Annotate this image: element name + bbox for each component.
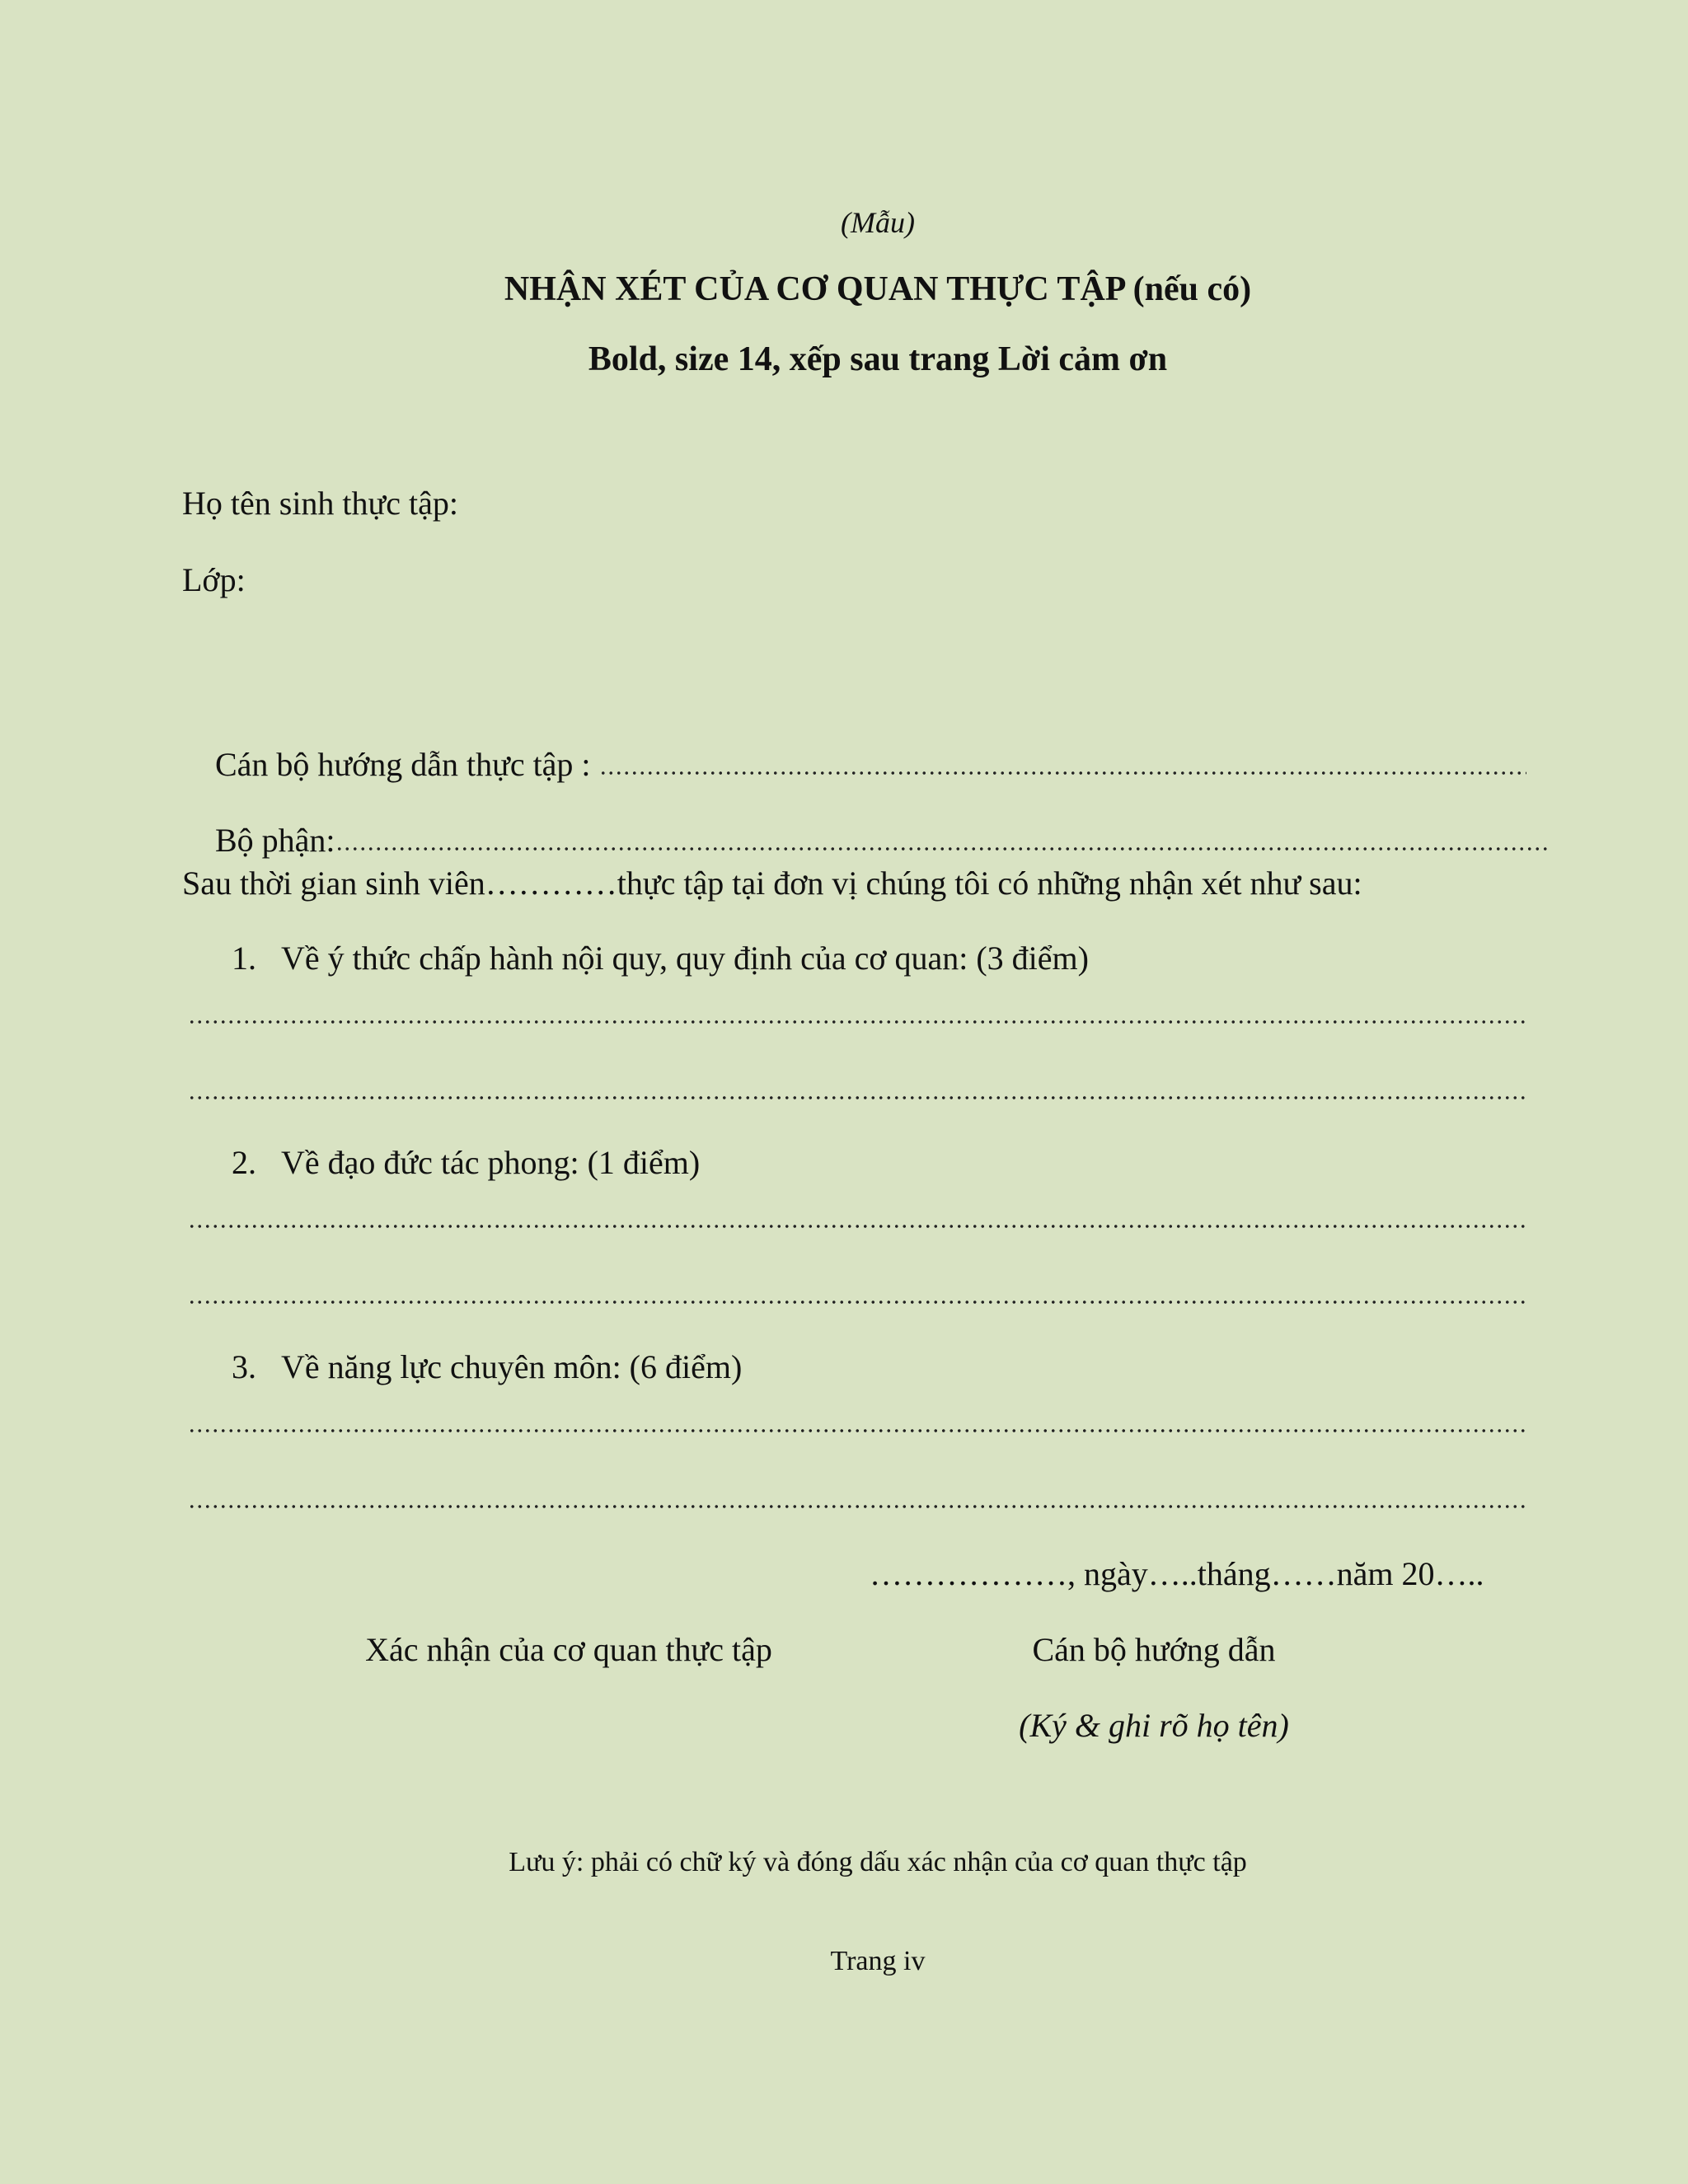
criterion-2-label: Về đạo đức tác phong: (1 điểm)	[281, 1144, 701, 1181]
sample-label: (Mẫu)	[841, 206, 915, 239]
criterion-3-answer-line-1	[188, 1428, 1528, 1433]
criterion-3-number: 3.	[232, 1348, 256, 1385]
intro-sentence: Sau thời gian sinh viên…………thực tập tại đơn vị chúng tôi có những nhận xét như sau:	[182, 865, 1362, 902]
criterion-2-answer-line-1	[188, 1224, 1528, 1229]
date-line: ………………, ngày…..tháng……năm 20…..	[870, 1555, 1484, 1592]
student-name-label: Họ tên sinh thực tập:	[182, 485, 458, 522]
criterion-3-label: Về năng lực chuyên môn: (6 điểm)	[281, 1348, 743, 1385]
criterion-1-number: 1.	[232, 940, 256, 977]
supervisor-fill-dots	[599, 771, 1526, 776]
agency-confirmation-title: Xác nhận của cơ quan thực tập	[365, 1631, 772, 1668]
department-fill-dots	[335, 846, 1551, 851]
signature-instruction: (Ký & ghi rõ họ tên)	[1019, 1707, 1289, 1744]
criterion-1-label: Về ý thức chấp hành nội quy, quy định của cơ quan: (3 điểm)	[281, 940, 1089, 977]
criterion-2-answer-line-2	[188, 1300, 1528, 1305]
page-number: Trang iv	[830, 1946, 926, 1976]
department-label: Bộ phận:	[215, 822, 335, 859]
criterion-1-answer-line-2	[188, 1095, 1528, 1100]
document-title: NHẬN XÉT CỦA CƠ QUAN THỰC TẬP (nếu có)	[504, 270, 1252, 308]
class-label: Lớp:	[182, 561, 246, 598]
criterion-2-number: 2.	[232, 1144, 256, 1181]
criterion-1-answer-line-1	[188, 1019, 1528, 1024]
footer-note: Lưu ý: phải có chữ ký và đóng dấu xác nhận của cơ quan thực tập	[509, 1847, 1247, 1877]
criterion-3-answer-line-2	[188, 1504, 1528, 1509]
document-subtitle: Bold, size 14, xếp sau trang Lời cảm ơn	[588, 340, 1168, 378]
supervisor-signature-title: Cán bộ hướng dẫn	[1032, 1631, 1276, 1668]
supervisor-label: Cán bộ hướng dẫn thực tập :	[215, 746, 599, 783]
